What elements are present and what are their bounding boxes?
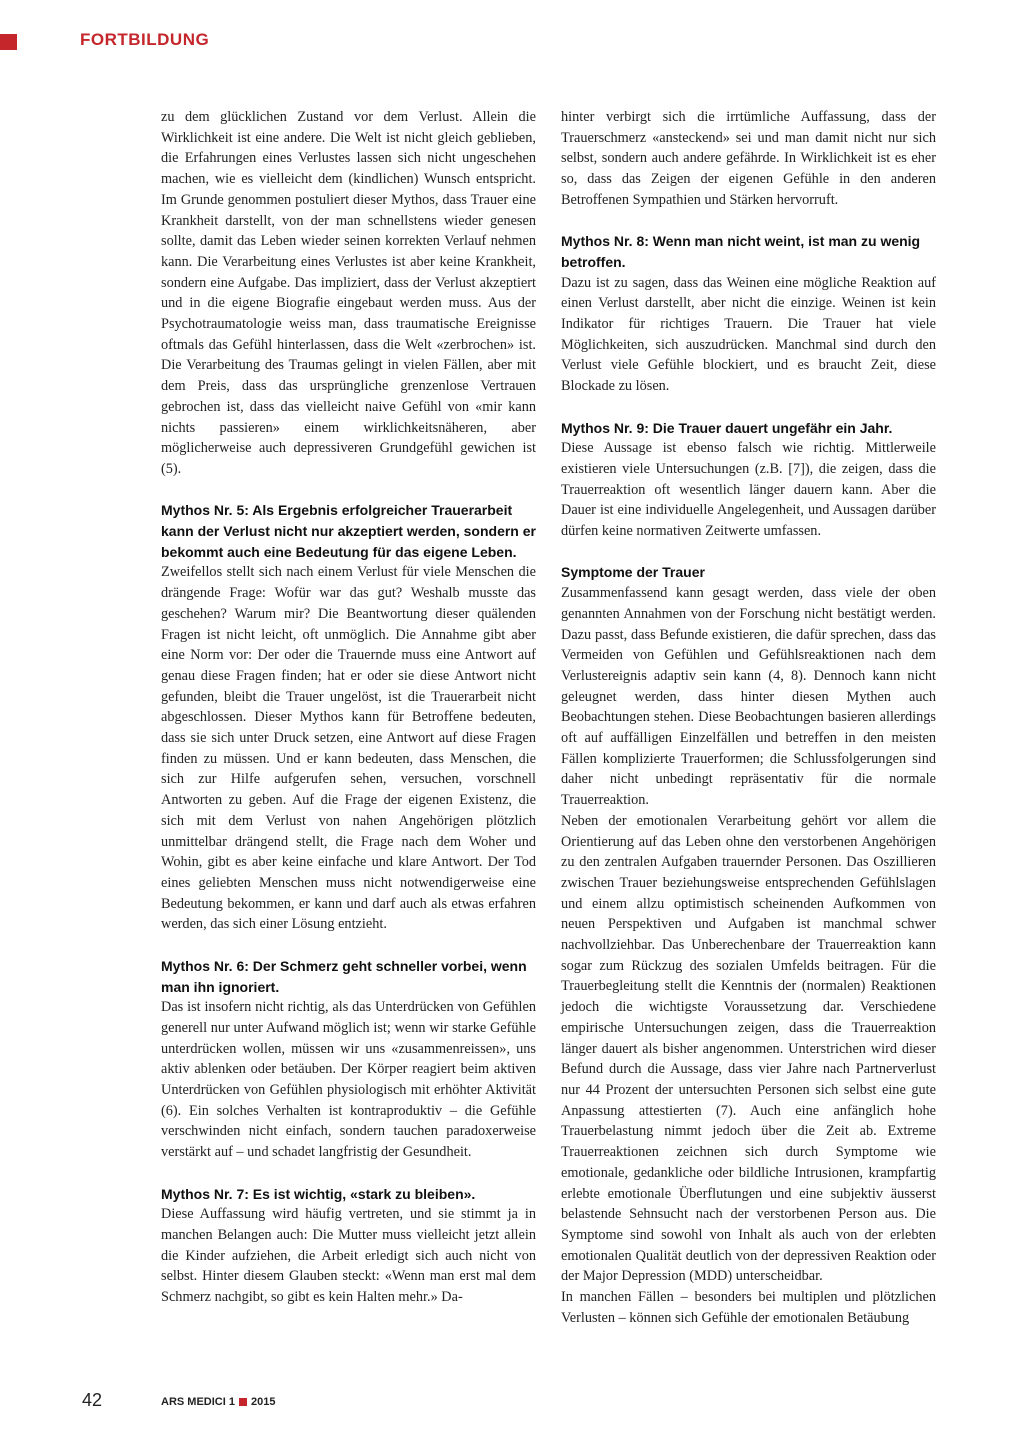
paragraph: hinter verbirgt sich die irrtümliche Auffassung, dass der Trauerschmerz «ansteckend» sei und man damit nicht nur sich selbst, sondern auch andere gefährde. In Wirklichkeit ist es eher so, dass das Zeigen der eigenen Gefühle in den anderen Betroffenen Sympathien und Stärken hervorruft. bbox=[561, 109, 936, 208]
page-number: 42 bbox=[82, 1390, 103, 1410]
journal-name: ARS MEDICI 1 bbox=[161, 1396, 235, 1408]
paragraph: zu dem glücklichen Zustand vor dem Verlust. Allein die Wirklichkeit ist eine andere. Die Welt ist nicht gleich geblieben, die Erfahrungen eines Verlustes lassen sich nicht ungeschehen machen, wie es vielleicht dem (kindlichen) Wunsch entspricht. Im Grunde genommen postuliert dieser Mythos, dass Trauer eine Krankheit darstellt, von der man schnellstens wieder genesen sollte, damit das Leben wieder seinen korrekten Verlauf nehmen kann. Die Verarbeitung eines Verlustes ist aber keine Krankheit, sondern eine Aufgabe. Das impliziert, dass der Verlust akzeptiert und in die eigene Biografie eingebaut werden muss. Aus der Psychotraumatologie weiss man, dass traumatische Ereignisse oftmals das Gefühl hinterlassen, dass die Welt «zerbrochen» ist. Die Verarbeitung des Traumas gelingt in vielen Fällen, aber mit dem Preis, dass das ursprüngliche grenzenlose Vertrauen gebrochen ist, dass das vielleicht naive Gefühl von «mir kann nichts passieren» einem wirklichkeitsnäheren, aber möglicherweise auch depressiveren Grundgefühl gewichen ist (5). bbox=[161, 109, 536, 477]
section-marker bbox=[0, 34, 17, 50]
right-column bbox=[561, 107, 936, 1328]
heading-symptoms: Symptome der Trauer bbox=[561, 564, 705, 581]
journal-year: 2015 bbox=[250, 1396, 276, 1408]
paragraph: In manchen Fällen – besonders bei multiplen und plötzlichen Verlusten – können sich Gefühle der emotionalen Betäubung bbox=[561, 1289, 936, 1326]
heading-myth-7: Mythos Nr. 7: Es ist wichtig, «stark zu bleiben». bbox=[161, 1185, 476, 1202]
footer-marker bbox=[239, 1398, 247, 1406]
heading-myth-8: Mythos Nr. 8: Wenn man nicht weint, ist man zu wenig betroffen. bbox=[561, 233, 921, 270]
paragraph: Zweifellos stellt sich nach einem Verlust für viele Menschen die drängende Frage: Wofür war das gut? Weshalb musste das geschehen? Warum mir? Die Beantwortung dieser quälenden Fragen ist nicht leicht, oft unmöglich. Die Annahme gibt aber eine Norm vor: Der oder die Trauernde muss eine Antwort auf genau diese Fragen finden; hat er oder sie diese Antwort nicht gefunden, bleibt die Trauer ungelöst, ist die Trauerarbeit nicht abgeschlossen. Dieser Mythos kann für Betroffene bedeuten, dass sie sich unter Druck setzen, eine Antwort auf diese Fragen finden zu müssen. Und er kann bedeuten, dass Menschen, die sich zur Hilfe aufgerufen sehen, versuchen, vorschnell Antworten zu geben. Auf die Frage der eigenen Existenz, die sich mit dem Verlust von nahen Angehörigen plötzlich unmittelbar drängend stellt, die Frage nach dem Woher und Wohin, gibt es aber keine einfache und klare Antwort. Der Tod eines geliebten Menschen muss nicht notwendigerweise eine Bedeutung bekommen, er kann und darf auch als etwas erfahren werden, das sich einer Lösung entzieht. bbox=[161, 564, 536, 933]
section-title: FORTBILDUNG bbox=[80, 30, 210, 49]
left-column bbox=[161, 107, 536, 1308]
heading-myth-5: Mythos Nr. 5: Als Ergebnis erfolgreicher Trauerarbeit kann der Verlust nicht nur akzeptiert werden, sondern er bekommt auch eine Bedeutung für das eigene Leben. bbox=[161, 502, 536, 560]
paragraph: Das ist insofern nicht richtig, als das Unterdrücken von Gefühlen generell nur unter Aufwand möglich ist; wenn wir starke Gefühle unterdrücken wollen, müssen wir uns «zusammenreissen», uns aktiv ablenken oder betäuben. Der Körper reagiert beim aktiven Unterdrücken von Gefühlen physiologisch mit erhöhter Aktivität (6). Ein solches Verhalten ist kontraproduktiv – die Gefühle verschwinden nicht einfach, sondern tauchen paradoxerweise verstärkt auf – und schadet langfristig der Gesundheit. bbox=[161, 999, 536, 1161]
heading-myth-9: Mythos Nr. 9: Die Trauer dauert ungefähr ein Jahr. bbox=[561, 419, 893, 436]
paragraph: Diese Aussage ist ebenso falsch wie richtig. Mittlerweile existieren viele Untersuchungen (z.B. [7]), die zeigen, dass die Trauerreaktion oft wesentlich länger dauern kann. Aber die Dauer ist eine individuelle Angelegenheit, und Aussagen darüber dürfen keine normativen Zeitwerte umfassen. bbox=[561, 440, 936, 540]
journal-footer bbox=[161, 1396, 275, 1408]
paragraph: Dazu ist zu sagen, dass das Weinen eine mögliche Reaktion auf einen Verlust darstellt, aber nicht die einzige. Weinen ist kein Indikator für richtiges Trauern. Die Trauer hat viele Möglichkeiten, sich auszudrücken. Manchmal sind durch den Verlust viele Gefühle blockiert, und es braucht Zeit, diese Blockade zu lösen. bbox=[561, 274, 936, 395]
paragraph: Zusammenfassend kann gesagt werden, dass viele der oben genannten Annahmen von der Forschung nicht bestätigt werden. Dazu passt, dass Befunde existieren, die dafür sprechen, dass das Vermeiden von Gefühlen und Gefühlsreaktionen nach dem Verlustereignis adaptiv sein kann (4, 8). Dennoch kann nicht geleugnet werden, dass hinter diesen Mythen auch Beobachtungen stehen. Diese Beobachtungen basieren allerdings oft auf auffälligen Einzelfällen und betreffen in den meisten Fällen komplizierte Trauerformen; die Schlussfolgerungen sind daher nicht unbedingt repräsentativ für die normale Trauerreaktion. bbox=[561, 585, 936, 809]
paragraph: Neben der emotionalen Verarbeitung gehört vor allem die Orientierung auf das Leben ohne den verstorbenen Angehörigen zu den zentralen Aufgaben trauernder Personen. Das Oszillieren zwischen Trauer beziehungsweise entsprechenden Gefühlslagen und einem allzu optimistisch scheinenden Aufkommen von neuen Perspektiven und Aufgaben ist manchmal schwer nachvollziehbar. Das Unberechenbare der Trauerreaktion kann sogar zum Rückzug des sozialen Umfelds beitragen. Für die Trauerbegleitung stellt die Kenntnis der (normalen) Reaktionen jedoch die wichtigste Voraussetzung dar. Verschiedene empirische Untersuchungen zeigen, dass die Trauerreaktion länger dauert als bisher angenommen. Unterstrichen wird dieser Befund durch die Aussage, dass vier Jahre nach Partnerverlust nur 44 Prozent der untersuchten Personen sich selbst eine gute Anpassung attestierten (7). Auch eine anfänglich hohe Trauerbelastung nimmt jedoch über die Zeit ab. Extreme Trauerreaktionen zeichnen sich durch Symptome wie emotionale, gedankliche oder bildliche Intrusionen, krampfartig erlebte emotionale Überflutungen und eine subjektiv äusserst belastende Sehnsucht nach der verstorbenen Person aus. Die Symptome sind sowohl von Inhalt als auch von der erlebten emotionalen Qualität deutlich von der depressiven Reaktion oder der Major Depression (MDD) unterscheidbar. bbox=[561, 812, 936, 1285]
paragraph: Diese Auffassung wird häufig vertreten, und sie stimmt ja in manchen Belangen auch: Die Mutter muss vielleicht jetzt allein die Kinder aufziehen, die Arbeit erledigt sich auch nicht von selbst. Hinter diesem Glauben steckt: «Wenn man erst mal dem Schmerz nachgibt, so gibt es kein Halten mehr.» Da- bbox=[161, 1206, 536, 1306]
heading-myth-6: Mythos Nr. 6: Der Schmerz geht schneller vorbei, wenn man ihn ignoriert. bbox=[161, 957, 527, 995]
